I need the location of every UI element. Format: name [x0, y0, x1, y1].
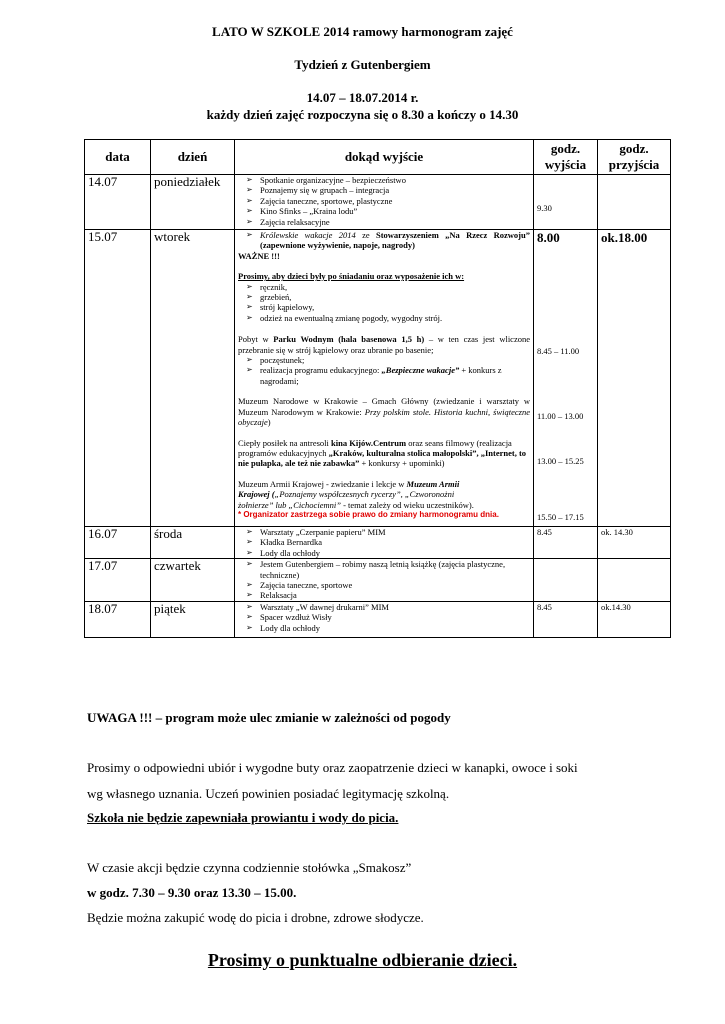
arrowhead-bullet-icon: ➢: [246, 580, 253, 590]
departure-cell: 8.45: [534, 527, 598, 559]
list-item: [238, 196, 530, 206]
list-item: [238, 313, 530, 323]
item-text: Warsztaty „W dawnej drukarni” MIM: [260, 601, 389, 612]
departure-cell: 8.45: [534, 601, 598, 637]
time-slots: [537, 246, 594, 526]
doc-title: LATO W SZKOLE 2014 ramowy harmonogram zajęć: [212, 24, 513, 39]
weather-warning: UWAGA !!! – program może ulec zmianie w zależności od pogody: [87, 710, 451, 725]
park-b: Parku Wodnym (hala basenowa 1,5 h): [273, 334, 425, 345]
intro-conj: ze: [355, 230, 376, 240]
item-text: Lody dla ochłody: [260, 547, 320, 558]
arrival-cell: ok.14.30: [598, 601, 671, 637]
departure-time: 8.00: [537, 230, 560, 245]
list-item: [238, 559, 530, 580]
list-item: [238, 355, 530, 365]
arrowhead-bullet-icon: ➢: [246, 622, 253, 632]
header-where: dokąd wyjście: [235, 140, 534, 175]
schedule-table: [84, 139, 671, 638]
item-text: realizacja programu edukacyjnego:: [260, 365, 382, 376]
cinema-text: [238, 438, 530, 469]
list-item: [238, 292, 530, 302]
program-name: „Bezpieczne wakacje”: [381, 365, 460, 376]
arrowhead-bullet-icon: ➢: [246, 312, 253, 322]
time-slot: 15.50 – 17.15: [537, 512, 584, 522]
arrival-cell: [598, 559, 671, 602]
departure-cell: [534, 175, 598, 230]
no-food-notice: Szkoła nie będzie zapewniała prowiantu i wody do picia.: [87, 810, 399, 825]
army-d: - temat zależy od wieku uczestników).: [340, 499, 474, 510]
list-item: [238, 282, 530, 292]
arrowhead-bullet-icon: ➢: [246, 559, 253, 569]
departure-cell: [534, 559, 598, 602]
arrowhead-bullet-icon: ➢: [246, 216, 253, 226]
activities-cell: [235, 527, 534, 559]
arrowhead-bullet-icon: ➢: [246, 590, 253, 600]
item-text: ręcznik,: [260, 281, 288, 292]
arrowhead-bullet-icon: ➢: [246, 185, 253, 195]
arrowhead-bullet-icon: ➢: [246, 612, 253, 622]
header-departure: godz. wyjścia: [534, 140, 598, 175]
day-cell: środa: [151, 527, 235, 559]
item-text: poczęstunek;: [260, 355, 305, 366]
cinema-c: oraz seans filmowy (realizacja programów edukacyjnych: [238, 437, 512, 458]
arrowhead-bullet-icon: ➢: [246, 355, 253, 365]
item-text: Zajęcia taneczne, sportowe, plastyczne: [260, 195, 393, 206]
table-header-row: [85, 140, 671, 175]
day-cell: czwartek: [151, 559, 235, 602]
item-text: Kładka Bernardka: [260, 537, 323, 548]
cinema-b: kina Kijów.Centrum: [331, 437, 407, 448]
item-text: Zajęcia taneczne, sportowe: [260, 580, 353, 591]
arrowhead-bullet-icon: ➢: [246, 195, 253, 205]
activities-cell: [235, 559, 534, 602]
item-text: Lody dla ochłody: [260, 622, 320, 633]
date-range: 14.07 – 18.07.2014 r.: [306, 90, 419, 105]
day-cell: wtorek: [151, 230, 235, 527]
arrival-cell: ok. 14.30: [598, 527, 671, 559]
day-cell: poniedziałek: [151, 175, 235, 230]
item-text: Poznajemy się w grupach – integracja: [260, 185, 390, 196]
canteen-hours: w godz. 7.30 – 9.30 oraz 13.30 – 15.00.: [87, 885, 297, 900]
table-row-wednesday: [85, 527, 671, 559]
request-text: Prosimy, aby dzieci były po śniadaniu oraz wyposażenie ich w:: [238, 271, 465, 282]
date-cell: 17.07: [85, 559, 151, 602]
arrowhead-bullet-icon: ➢: [246, 292, 253, 302]
item-text: grzebień,: [260, 292, 292, 303]
list-item: [238, 602, 530, 612]
item-text: Relaksacja: [260, 590, 297, 601]
departure-cell: [534, 230, 598, 527]
arrowhead-bullet-icon: ➢: [246, 206, 253, 216]
canteen-offer: Będzie można zakupić wodę do picia i drobne, zdrowe słodycze.: [87, 910, 424, 925]
list-item: [238, 527, 530, 537]
arrowhead-bullet-icon: ➢: [246, 547, 253, 557]
army-a: Muzeum Armii Krajowej - zwiedzanie i lekcje w: [238, 478, 407, 489]
item-text: Zajęcia relaksacyjne: [260, 216, 330, 227]
time-slot: 8.45 – 11.00: [537, 346, 580, 356]
list-item: [238, 590, 530, 600]
list-item: [238, 548, 530, 558]
park-a: Pobyt w: [238, 334, 274, 345]
list-item: [238, 580, 530, 590]
arrowhead-bullet-icon: ➢: [246, 175, 253, 184]
item-text-end: + konkurs z nagrodami;: [260, 365, 502, 386]
museum-b: Przy polskim stole. Historia kuchni, świąteczne obyczaje: [238, 406, 530, 428]
canteen-line: W czasie akcji będzie czynna codziennie stołówka „Smakosz”: [87, 860, 412, 875]
item-text: odzież na ewentualną zmianę pogody, wygodny strój.: [260, 312, 443, 323]
table-row-monday: [85, 175, 671, 230]
arrowhead-bullet-icon: ➢: [246, 281, 253, 291]
park-c: – w ten czas jest wliczone przebranie się w strój kąpielowy oraz ubranie po basenie;: [238, 334, 530, 355]
tuesday-intro: [238, 230, 530, 251]
arrowhead-bullet-icon: ➢: [246, 365, 253, 375]
item-text: Warsztaty „Czerpanie papieru” MIM: [260, 527, 386, 537]
list-item: [238, 623, 530, 633]
intro-organizer: Stowarzyszeniem „Na Rzecz Rozwoju” (zapewnione wyżywienie, napoje, nagrody): [260, 230, 530, 251]
list-item: [238, 612, 530, 622]
cinema-e: + konkursy + upominki): [359, 458, 445, 469]
arrival-time: ok.18.00: [601, 230, 648, 245]
list-item: [238, 217, 530, 227]
army-museum-text: [238, 479, 530, 510]
water-park-text: [238, 334, 530, 355]
date-cell: 14.07: [85, 175, 151, 230]
item-text: Kino Sfinks – „Kraina lodu”: [260, 206, 358, 217]
arrival-cell: [598, 175, 671, 230]
item-text: Jestem Gutenbergiem – robimy naszą letnią książkę (zajęcia plastyczne, techniczne): [260, 559, 506, 580]
item-text: Spacer wzdłuż Wisły: [260, 612, 332, 623]
cinema-a: Ciepły posiłek na antresoli: [238, 437, 332, 448]
week-title: Tydzień z Gutenbergiem: [294, 57, 431, 72]
museum-c: ): [267, 417, 271, 428]
closing-request: Prosimy o punktualne odbieranie dzieci.: [207, 950, 518, 970]
list-item: [238, 185, 530, 195]
item-text: Spotkanie organizacyjne – bezpieczeństwo: [260, 175, 406, 185]
list-item: [238, 537, 530, 547]
request-line-1: Prosimy o odpowiedni ubiór i wygodne buty oraz zaopatrzenie dzieci w kanapki, owoce i soki: [87, 760, 578, 775]
date-cell: 18.07: [85, 601, 151, 637]
cinema-d: „Kraków, kulturalna stolica małopolski”, „Internet, to nie pułapka, ale też nie zabawka”: [238, 447, 527, 469]
list-item: [238, 175, 530, 185]
arrowhead-bullet-icon: ➢: [246, 230, 253, 239]
intro-event: Królewskie wakacje 2014: [260, 230, 356, 240]
museum-a: Muzeum Narodowe w Krakowie – Gmach Główny (zwiedzanie i warsztaty w Muzeum Narodowym w Krakowie:: [238, 396, 530, 417]
departure-time: 9.30: [537, 203, 552, 213]
request-line-2: wg własnego uznania. Uczeń powinien posiadać legitymację szkolną.: [87, 786, 450, 801]
table-row-friday: [85, 601, 671, 637]
time-slot: 11.00 – 13.00: [537, 411, 584, 421]
time-slot: 13.00 – 15.25: [537, 456, 584, 466]
table-row-tuesday: [85, 230, 671, 527]
museum-text: [238, 396, 530, 427]
arrowhead-bullet-icon: ➢: [246, 537, 253, 547]
daily-hours: każdy dzień zajęć rozpoczyna się o 8.30 a kończy o 14.30: [206, 107, 519, 122]
organizer-note: * Organizator zastrzega sobie prawo do zmiany harmonogramu dnia.: [238, 509, 499, 519]
list-item: [238, 206, 530, 216]
arrival-cell: [598, 230, 671, 527]
header-date: data: [85, 140, 151, 175]
activities-cell: [235, 175, 534, 230]
list-item: [238, 302, 530, 312]
date-cell: 15.07: [85, 230, 151, 527]
army-c: „Poznajemy współczesnych rycerzy”, „Czworonożni żołnierze” lub „Cichociemni”: [238, 489, 455, 510]
date-cell: 16.07: [85, 527, 151, 559]
table-row-thursday: [85, 559, 671, 602]
arrowhead-bullet-icon: ➢: [246, 527, 253, 536]
header-arrival: godz. przyjścia: [598, 140, 671, 175]
army-b: Muzeum Armii Krajowej (: [238, 478, 460, 500]
arrowhead-bullet-icon: ➢: [246, 601, 253, 611]
list-item: [238, 365, 530, 386]
header-day: dzień: [151, 140, 235, 175]
activities-cell: [235, 601, 534, 637]
item-text: strój kąpielowy,: [260, 302, 315, 313]
activities-cell: [235, 230, 534, 527]
arrowhead-bullet-icon: ➢: [246, 302, 253, 312]
important-label: WAŻNE !!!: [238, 250, 280, 261]
day-cell: piątek: [151, 601, 235, 637]
